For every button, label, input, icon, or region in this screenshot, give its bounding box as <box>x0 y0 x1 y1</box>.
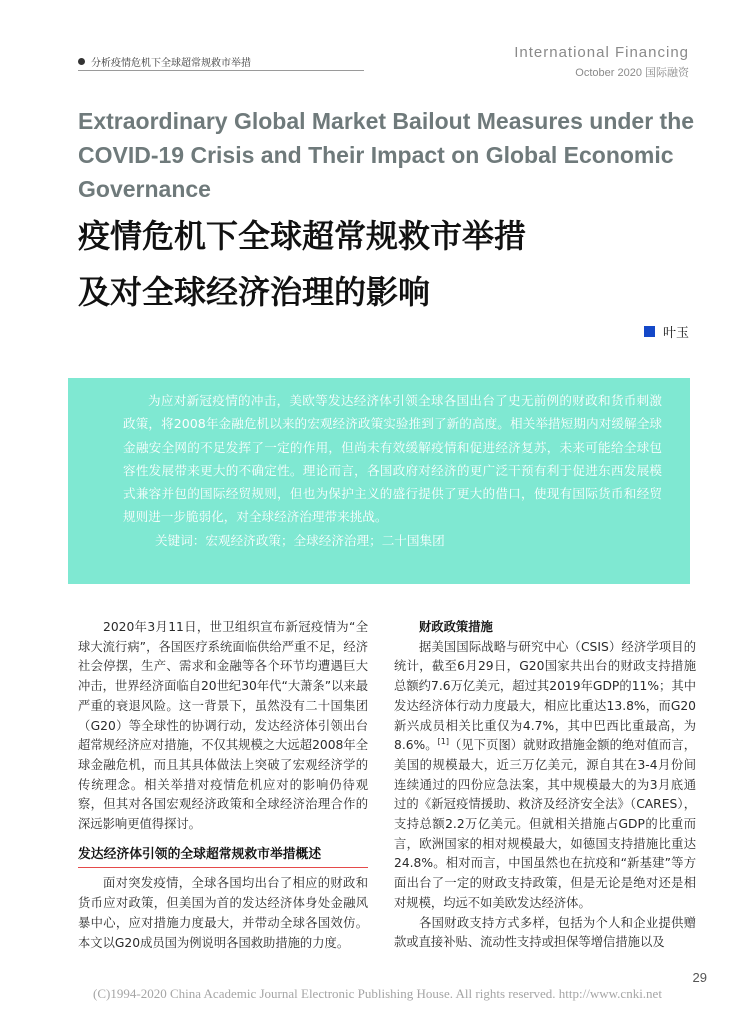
fiscal-paragraph <box>394 638 696 914</box>
header-rule <box>78 70 364 71</box>
reference-marker[interactable]: [1] <box>437 737 449 747</box>
english-title: Extraordinary Global Market Bailout Measures under the COVID-19 Crisis and Their Impact on Global Economic Governance <box>78 108 695 202</box>
chinese-title-line-1: 疫情危机下全球超常规救市举措 <box>78 217 527 255</box>
copyright-notice: (C)1994-2020 China Academic Journal Electronic Publishing House. All rights reserved. http://www.cnki.net <box>93 986 662 1001</box>
bullet-dot-icon <box>78 58 85 65</box>
keywords: 关键词：宏观经济政策；全球经济治理；二十国集团 <box>155 532 445 548</box>
section-heading: 发达经济体引领的全球超常规救市举措概述 <box>78 845 368 869</box>
fiscal-paragraph-part-b: （见下页图）就财政措施金额的绝对值而言，美国的规模最大，近三万亿美元，源自其在3-4月份间连续通过的四份应急法案，其中规模最大的为3月底通过的《新冠疫情援助、救济及经济安全法》（CARES），支持总额2.2万亿美元。但就相关措施占GDP的比重而言，欧洲国家的相对规模最大，如德国支持措施比重达24.8%。相对而言，中国虽然也在抗疫和“新基建”等方面出台了一定的财政支持政策，但是无论是绝对还是相对规模，均远不如美欧发达经济体。 <box>394 738 696 910</box>
intro-paragraph: 2020年3月11日，世卫组织宣布新冠疫情为“全球大流行病”，各国医疗系统面临供给严重不足，经济社会停摆，生产、需求和金融等各个环节均遭遇巨大冲击，世界经济面临自20世纪30年代“大萧条”以来最严重的衰退风险。这一背景下，虽然没有二十国集团（G20）等全球性的协调行动，发达经济体引领出台超常规经济应对措施，不仅其规模之大远超2008年全球金融危机，而且其具体做法上突破了宏观经济学的传统理念。相关举措对疫情危机应对的影响仍待观察，但其对各国宏观经济政策和全球经济治理合作的深远影响更值得探讨。 <box>78 620 368 832</box>
page-number: 29 <box>692 970 707 985</box>
chinese-title-line-2: 及对全球经济治理的影响 <box>78 273 431 311</box>
subsection-heading: 财政政策措施 <box>419 620 493 634</box>
abstract-box <box>68 378 690 584</box>
author-name: 叶玉 <box>662 326 689 341</box>
running-header-title: 分析疫情危机下全球超常规救市举措 <box>91 58 251 69</box>
body-column-right <box>394 618 696 953</box>
chinese-title <box>78 208 698 320</box>
journal-issue: October 2020 国际融资 <box>575 67 689 79</box>
body-column-left <box>78 618 368 953</box>
running-header <box>78 54 251 69</box>
author-byline <box>644 322 689 341</box>
square-marker-icon <box>644 326 655 337</box>
fiscal-methods-paragraph: 各国财政支持方式多样，包括为个人和企业提供赠款或直接补贴、流动性支持或担保等增信措施以及 <box>394 915 696 950</box>
abstract-text: 为应对新冠疫情的冲击，美欧等发达经济体引领全球各国出台了史无前例的财政和货币刺激政策，将2008年金融危机以来的宏观经济政策实验推到了新的高度。相关举措短期内对缓解全球金融安全网的不足发挥了一定的作用，但尚未有效缓解疫情和促进经济复苏，未来可能给全球包容性发展带来更大的不确定性。理论而言，各国政府对经济的更广泛干预有利于促进东西发展模式兼容并包的国际经贸规则，但也为保护主义的盛行提供了更大的借口，使现有国际货币和经贸规则进一步脆弱化，对全球经济治理带来挑战。 <box>123 393 662 525</box>
fiscal-paragraph-part-a: 据美国国际战略与研究中心（CSIS）经济学项目的统计，截至6月29日，G20国家共出台的财政支持措施总额约7.6万亿美元，超过其2019年GDP的11%；其中发达经济体行动力度最大，相应比重达13.8%，而G20新兴成员相关比重仅为4.7%，其中巴西比重最高，为8.6%。 <box>394 639 696 753</box>
journal-name: International Financing <box>514 44 689 61</box>
overview-paragraph: 面对突发疫情，全球各国均出台了相应的财政和货币应对政策，但美国为首的发达经济体身处金融风暴中心，应对措施力度最大，并带动全球各国效仿。本文以G20成员国为例说明各国救助措施的力度。 <box>78 876 368 950</box>
